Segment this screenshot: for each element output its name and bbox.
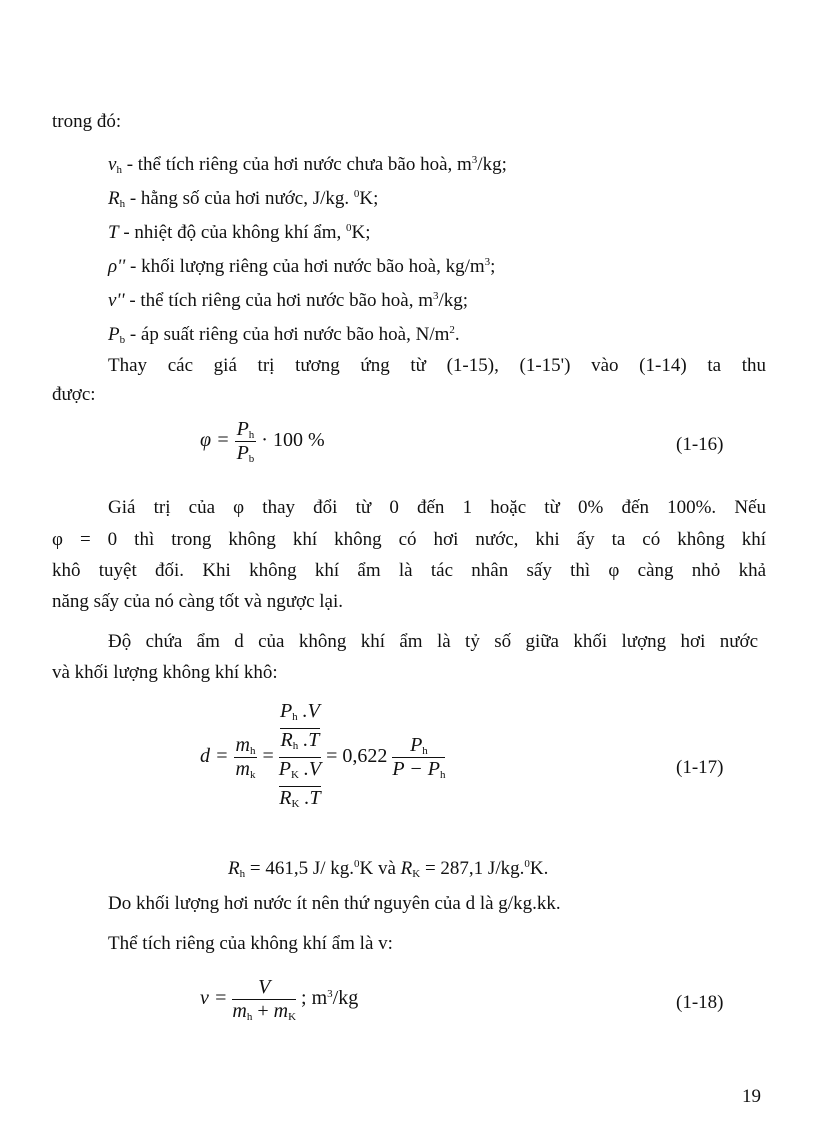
page-number: 19 [742,1086,761,1107]
equation-1-18: v = $\frac{V}{m_h + m_K}$ ; $m^3/kg$ [200,976,359,1023]
equation-label: (1-17) [676,757,724,778]
paragraph-line: φ = 0 thì trong không khí không có hơi nước, khi ấy ta có không khí [52,529,766,550]
constants-line: $R_h = 461,5$ J/ kg.$^0$K và $R_K = 287,1$ J/kg.$^0$K. [228,858,549,880]
def-item: $v_h$ - thể tích riêng của hơi nước chưa bão hoà, $m^3/kg$; [108,154,507,176]
paragraph-line: khô tuyệt đối. Khi không khí ẩm là tác nhân sấy thì φ càng nhỏ khả [52,560,766,581]
paragraph-line: Giá trị của φ thay đổi từ 0 đến 1 hoặc từ 0% đến 100%. Nếu [108,497,766,518]
paragraph-line: năng sấy của nó càng tốt và ngược lại. [52,591,344,612]
paragraph-line: Độ chứa ẩm d của không khí ẩm là tỷ số giữa khối lượng hơi nước [108,631,758,652]
intro-text: trong đó: [52,111,122,132]
paragraph-line: và khối lượng không khí khô: [52,662,278,683]
def-item: $R_h$ - hằng số của hơi nước, J/kg. $^0$K; [108,188,379,210]
def-item: $P_b$ - áp suất riêng của hơi nước bão hoà, $N/m^2$. [108,324,460,346]
equation-label: (1-16) [676,434,724,455]
paragraph-line: Thể tích riêng của không khí ẩm là v: [108,933,393,954]
def-item: v'' - thể tích riêng của hơi nước bão hoà, $m^3/kg$; [108,290,469,311]
paragraph-line: Thay các giá trị tương ứng từ (1-15), (1-15') vào (1-14) ta thu [108,355,766,376]
paragraph-line: được: [52,384,96,405]
paragraph-line: Do khối lượng hơi nước ít nên thứ nguyên của d là g/kg.kk. [108,893,561,914]
equation-label: (1-18) [676,992,724,1013]
equation-1-16: φ = $\frac{P_h}{P_b}$ · 100 % [200,418,325,465]
def-item: T - nhiệt độ của không khí ẩm, $^0$K; [108,222,371,243]
def-item: ρ'' - khối lượng riêng của hơi nước bão hoà, $kg/m^3$; [108,256,496,277]
equation-1-17: d = $\frac{m_h}{m_k}$ = $\frac{\frac{P_h .V}{R_h .T}}{\frac{P_K .V}{R_K .T}}$ = 0,622 $\frac{P_h}{P - P_h}$ [200,700,446,810]
